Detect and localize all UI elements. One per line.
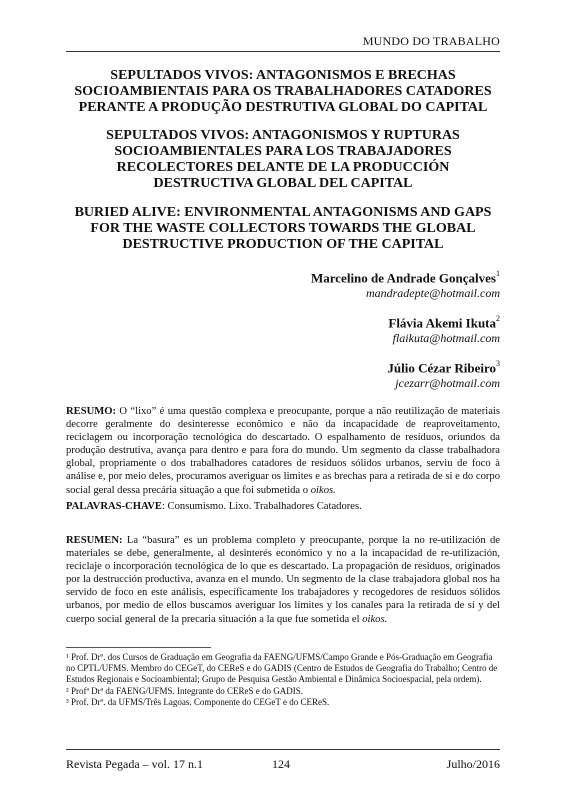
author-email: mandradepte@hotmail.com (365, 286, 500, 301)
title-line: SEPULTADOS VIVOS: ANTAGONISMOS E BRECHAS (110, 68, 456, 83)
title-line: SEPULTADOS VIVOS: ANTAGONISMOS Y RUPTURAS (106, 128, 460, 143)
footnote: ³ Prof. Drº. da UFMS/Três Lagoas. Componente do CEGeT e do CEReS. (66, 696, 330, 707)
footnote-separator (66, 647, 211, 648)
title-line: BURIED ALIVE: ENVIRONMENTAL ANTAGONISMS AND GAPS (74, 205, 492, 220)
footnote: ² Profª Drª da FAENG/UFMS. Integrante do CEReS e do GADIS. (66, 685, 303, 696)
author-email: flaikuta@hotmail.com (392, 331, 500, 346)
author-block (387, 357, 500, 391)
abstract-italic: oikos. (310, 484, 336, 496)
author-block (311, 267, 500, 301)
keywords (66, 500, 500, 513)
abstract-italic: oikos. (362, 613, 388, 625)
abstract-label: RESUMEN: (66, 535, 123, 546)
abstract-text: La “basura” es un problema completo y preocupante, porque la no re-utilización de materiales se debe, generalmente, al desinterés económico y no a la incapacidad de re-utilización, reciclaje o incorporación tecnológica de lo que es descartado. La propagación de residuos, originados por la destrucción productiva, avanza en el mundo. Un segmento de la clase trabajadora global nos ha servido de foco en este análisis, específicamente los trabajadores y recogedores de residuos sólidos urbanos, por medio de ellos buscamos averiguar los límites y los canales para la retirada de sí y del cuerpo social general de la precaria situación a la que fue sometida el (66, 535, 500, 625)
header-rule (66, 51, 500, 52)
footer-date: Julho/2016 (446, 757, 500, 771)
title-line: PERANTE A PRODUÇÃO DESTRUTIVA GLOBAL DO CAPITAL (78, 100, 488, 115)
title-line: SOCIOAMBIENTALES PARA LOS TRABAJADORES (114, 144, 452, 159)
footer-rule (66, 749, 500, 750)
title-line: DESTRUCTIVE PRODUCTION OF THE CAPITAL (122, 237, 444, 252)
running-header: MUNDO DO TRABALHO (362, 34, 500, 48)
title-line: FOR THE WASTE COLLECTORS TOWARDS THE GLOBAL (90, 221, 476, 236)
title-english (66, 205, 500, 253)
author-name: Júlio Cézar Ribeiro$^3$ (387, 359, 500, 376)
title-spanish (66, 128, 500, 192)
abstract-text: O “lixo” é uma questão complexa e preocupante, porque a não reutilização de materiais decorre geralmente do desinteresse econômico e não da incapacidade de reaproveitamento, reciclagem ou incorporação tecnológica do descartado. O espalhamento de resíduos, oriundos da produção destrutiva, avança para dentro e para fora do mundo. Um segmento da classe trabalhadora global, propriamente o dos trabalhadores catadores de resíduos sólidos urbanos, serviu de foco à análise e, por meio deles, procuramos averiguar os limites e as brechas para a retirada de si e do corpo social geral dessa precária situação a que foi submetida o (66, 406, 500, 496)
title-portuguese (66, 68, 500, 116)
author-name: Marcelino de Andrade Gonçalves$^1$ (310, 269, 500, 286)
author-name: Flávia Akemi Ikuta$^2$ (388, 314, 500, 331)
title-line: SOCIOAMBIENTAIS PARA OS TRABALHADORES CATADORES (74, 84, 492, 99)
footnote: ¹ Prof. Drº. dos Cursos de Graduação em Geografia da FAENG/UFMS/Campo Grande e Pós-Graduação em Geografia no CPTL/UFMS. Membro do CEGeT, do CEReS e do GADIS (Centro de Estudos de Geografia do Trabalho; Centro de Estudos Regionais e Socioambiental; Grupo de Pesquisa Gestão Ambiental e Dinâmica Socioespacial, pela ordem). (66, 652, 498, 685)
title-line: DESTRUCTIVA GLOBAL DEL CAPITAL (153, 176, 413, 191)
author-block (388, 312, 500, 346)
footnotes (66, 652, 500, 708)
page-number: 124 (272, 757, 290, 771)
keywords-label: PALAVRAS-CHAVE (66, 501, 162, 512)
abstract-spanish (66, 534, 500, 626)
author-email: jcezarr@hotmail.com (395, 376, 500, 391)
keywords-text: : Consumismo. Lixo. Trabalhadores Catadores. (161, 501, 362, 512)
abstract-portuguese (66, 405, 500, 497)
abstract-label: RESUMO: (66, 406, 117, 417)
footer-journal: Revista Pegada – vol. 17 n.1 (66, 757, 203, 771)
title-line: RECOLECTORES DELANTE DE LA PRODUCCIÓN (116, 160, 450, 175)
